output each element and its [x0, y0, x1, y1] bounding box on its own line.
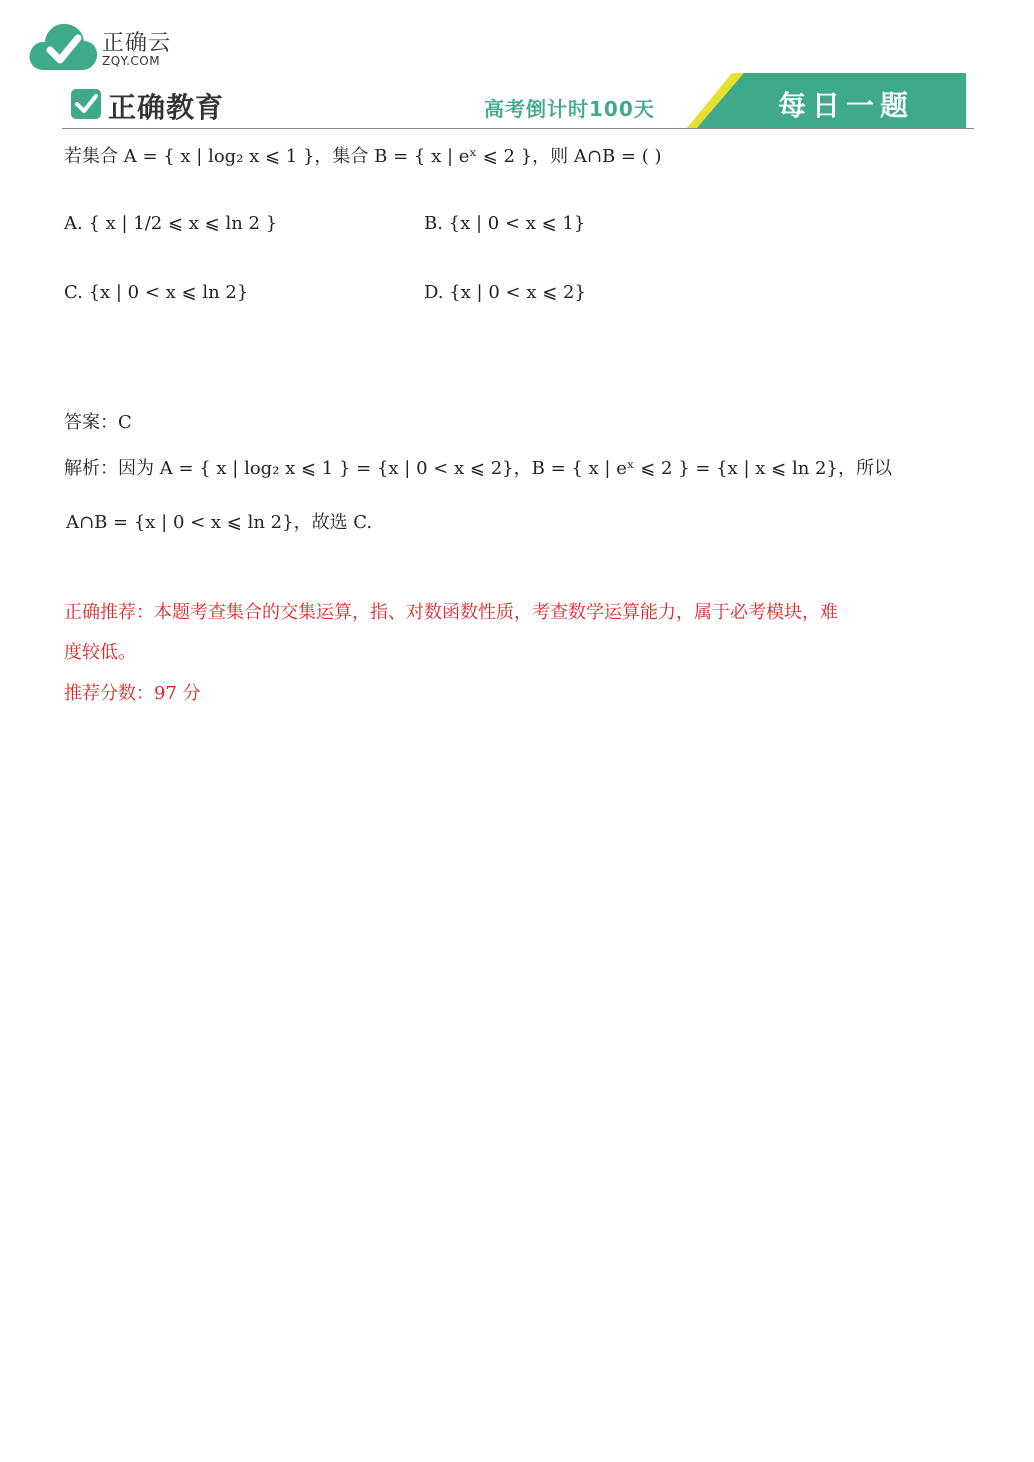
option-b: B. {x | 0 < x ⩽ 1}	[424, 213, 586, 234]
recommend-score: 推荐分数：97 分	[64, 683, 201, 704]
question-stem: 若集合 A = { x | log₂ x ⩽ 1 }，集合 B = { x | eˣ ⩽ 2 }，则 A∩B = ( )	[64, 146, 662, 167]
brand-domain: ZQY.COM	[102, 54, 161, 68]
header-divider	[62, 128, 974, 129]
option-c: C. {x | 0 < x ⩽ ln 2}	[64, 282, 249, 303]
recommend-line-2: 度较低。	[64, 642, 136, 663]
answer: 答案：C	[64, 412, 132, 433]
analysis-line-2: A∩B = {x | 0 < x ⩽ ln 2}，故选 C.	[66, 512, 373, 533]
brand-name: 正确云	[102, 31, 172, 56]
recommend-line-1: 正确推荐：本题考查集合的交集运算，指、对数函数性质，考查数学运算能力，属于必考模块，难	[64, 602, 838, 623]
option-d: D. {x | 0 < x ⩽ 2}	[424, 282, 586, 303]
checkbox-logo-icon	[70, 88, 102, 120]
header-title: 正确教育	[108, 91, 225, 124]
cloud-check-logo-icon	[28, 20, 100, 74]
countdown-text: 高考倒计时100天	[484, 97, 655, 121]
banner-label: 每日一题	[778, 89, 915, 122]
analysis-line-1: 解析：因为 A = { x | log₂ x ⩽ 1 } = {x | 0 < x ⩽ 2}，B = { x | eˣ ⩽ 2 } = {x | x ⩽ ln 2}，所以	[64, 458, 892, 479]
option-a: A. { x | 1/2 ⩽ x ⩽ ln 2 }	[64, 213, 278, 234]
